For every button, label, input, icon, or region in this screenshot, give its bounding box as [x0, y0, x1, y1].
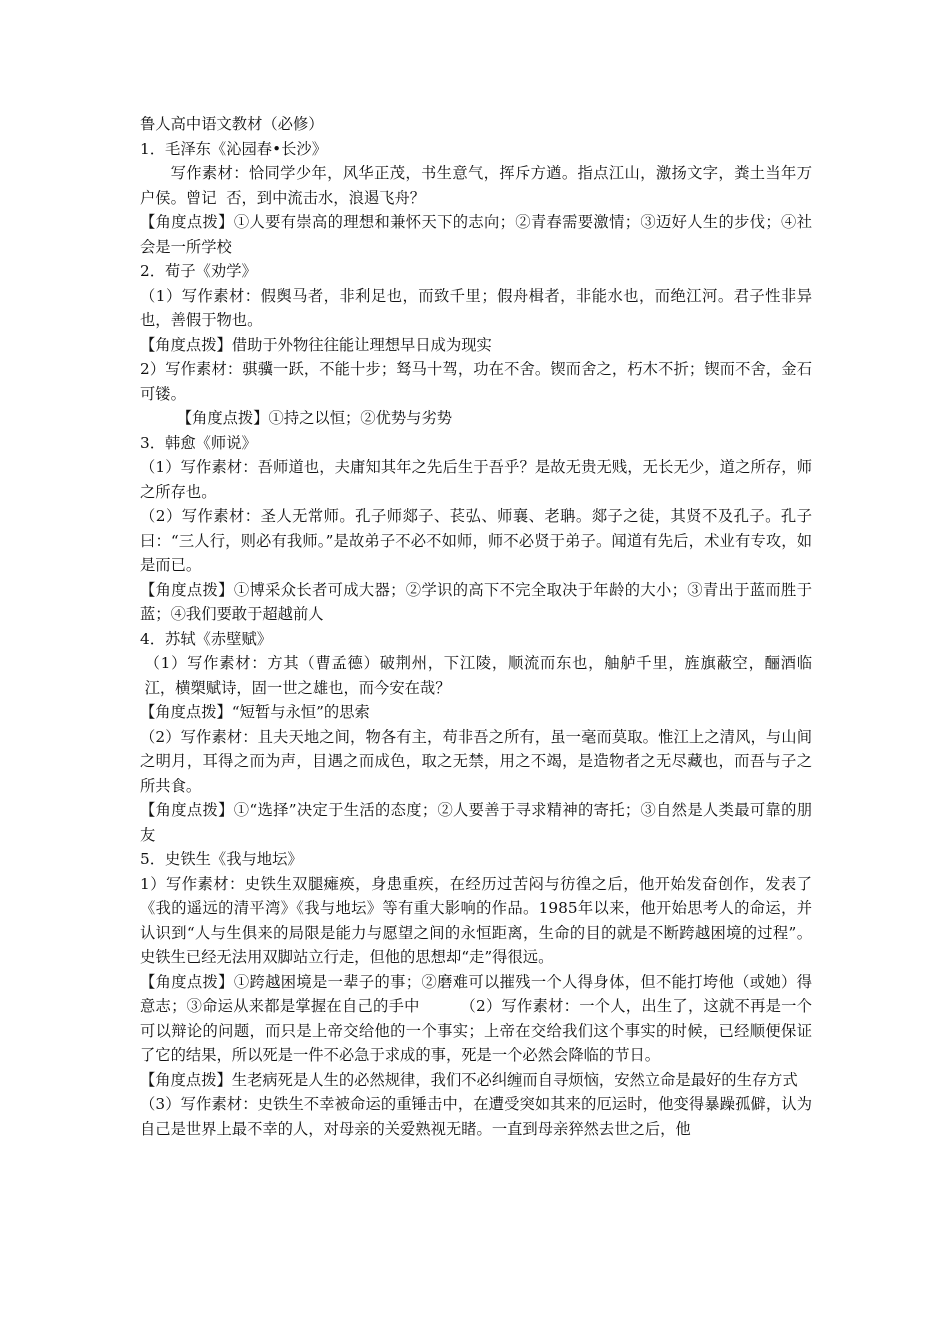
paragraph: （1）写作素材：假舆马者，非利足也，而致千里；假舟楫者，非能水也，而绝江河。君子性非异也，善假于物也。	[140, 286, 812, 329]
section-heading: 2．荀子《劝学》	[140, 262, 257, 280]
paragraph: 1）写作素材：史铁生双腿瘫痪，身患重疾，在经历过苦闷与彷徨之后，他开始发奋创作，发表了《我的遥远的清平湾》《我与地坛》等有重大影响的作品。1985年以来，他开始思考人的命运，并认识到“人与生俱来的局限是能力与愿望之间的永恒距离，生命的目的就是不断跨越困境的过程”。 史铁生已经无法用双脚站立行走，但他的思想却“走”得很远。	[140, 874, 817, 966]
paragraph: （3）写作素材：史铁生不幸被命运的重锤击中，在遭受突如其来的厄运时，他变得暴躁孤僻，认为自己是世界上最不幸的人，对母亲的关爱熟视无睹。一直到母亲猝然去世之后，他	[140, 1095, 812, 1138]
paragraph: 【角度点拨】①跨越困境是一辈子的事；②磨难可以摧残一个人得身体，但不能打垮他（或她）得意志；③命运从来都是掌握在自己的手中 （2）写作素材：一个人，出生了，这就不再是一个可以辩论的问题，而只是上帝交给他的一个事实；上帝在交给我们这个事实的时候，已经顺便保证了它的结果，所以死是一件不必急于求成的事，死是一个必然会降临的节日。	[140, 972, 812, 1064]
section-heading: 4．苏轼《赤壁赋》	[140, 629, 273, 648]
section-heading: 5．史铁生《我与地坛》	[140, 850, 303, 868]
paragraph: 【角度点拨】①持之以恒；②优势与劣势	[176, 409, 453, 427]
paragraph: 【角度点拨】①“选择”决定于生活的态度；②人要善于寻求精神的寄托；③自然是人类最可靠的朋友	[140, 801, 812, 844]
paragraph: （1）写作素材：方其（曹孟德）破荆州，下江陵，顺流而东也，舳舻千里，旌旗蔽空，酾酒临江，横槊赋诗，固一世之雄也，而今安在哉？	[144, 654, 812, 697]
paragraph: 【角度点拨】借助于外物往往能让理想早日成为现实	[140, 335, 492, 354]
paragraph: 写作素材：恰同学少年，风华正茂，书生意气，挥斥方遒。指点江山，激扬文字，粪土当年万户侯。曾记 否，到中流击水，浪遏飞舟？	[140, 164, 812, 207]
document-title: 鲁人高中语文教材（必修）	[140, 115, 324, 133]
paragraph: 【角度点拨】生老病死是人生的必然规律，我们不必纠缠而自寻烦恼，安然立命是最好的生存方式	[140, 1070, 798, 1089]
section-heading: 3．韩愈《师说》	[140, 433, 257, 452]
document-page	[140, 112, 817, 1141]
paragraph: 【角度点拨】①人要有崇高的理想和兼怀天下的志向；②青春需要激情；③迈好人生的步伐；④社会是一所学校	[140, 213, 812, 256]
paragraph: 【角度点拨】“短暂与永恒”的思索	[140, 703, 370, 721]
paragraph: 2）写作素材：骐骥一跃，不能十步；驽马十驾，功在不舍。锲而舍之，朽木不折；锲而不舍，金石可镂。	[140, 360, 812, 403]
paragraph: （2）写作素材：圣人无常师。孔子师郯子、苌弘、师襄、老聃。郯子之徒，其贤不及孔子。孔子曰：“三人行，则必有我师。”是故弟子不必不如师，师不必贤于弟子。闻道有先后，术业有专攻，如是而已。	[140, 507, 812, 574]
paragraph: （1）写作素材：吾师道也，夫庸知其年之先后生于吾乎？是故无贵无贱，无长无少，道之所存，师之所存也。	[140, 458, 812, 501]
paragraph: 【角度点拨】①博采众长者可成大器；②学识的高下不完全取决于年龄的大小；③青出于蓝而胜于蓝；④我们要敢于超越前人	[140, 580, 812, 623]
section-heading: 1．毛泽东《沁园春•长沙》	[140, 139, 328, 158]
paragraph: （2）写作素材：且夫天地之间，物各有主，苟非吾之所有，虽一毫而莫取。惟江上之清风，与山间之明月，耳得之而为声，目遇之而成色，取之无禁，用之不竭，是造物者之无尽藏也，而吾与子之所共食。	[140, 727, 812, 795]
